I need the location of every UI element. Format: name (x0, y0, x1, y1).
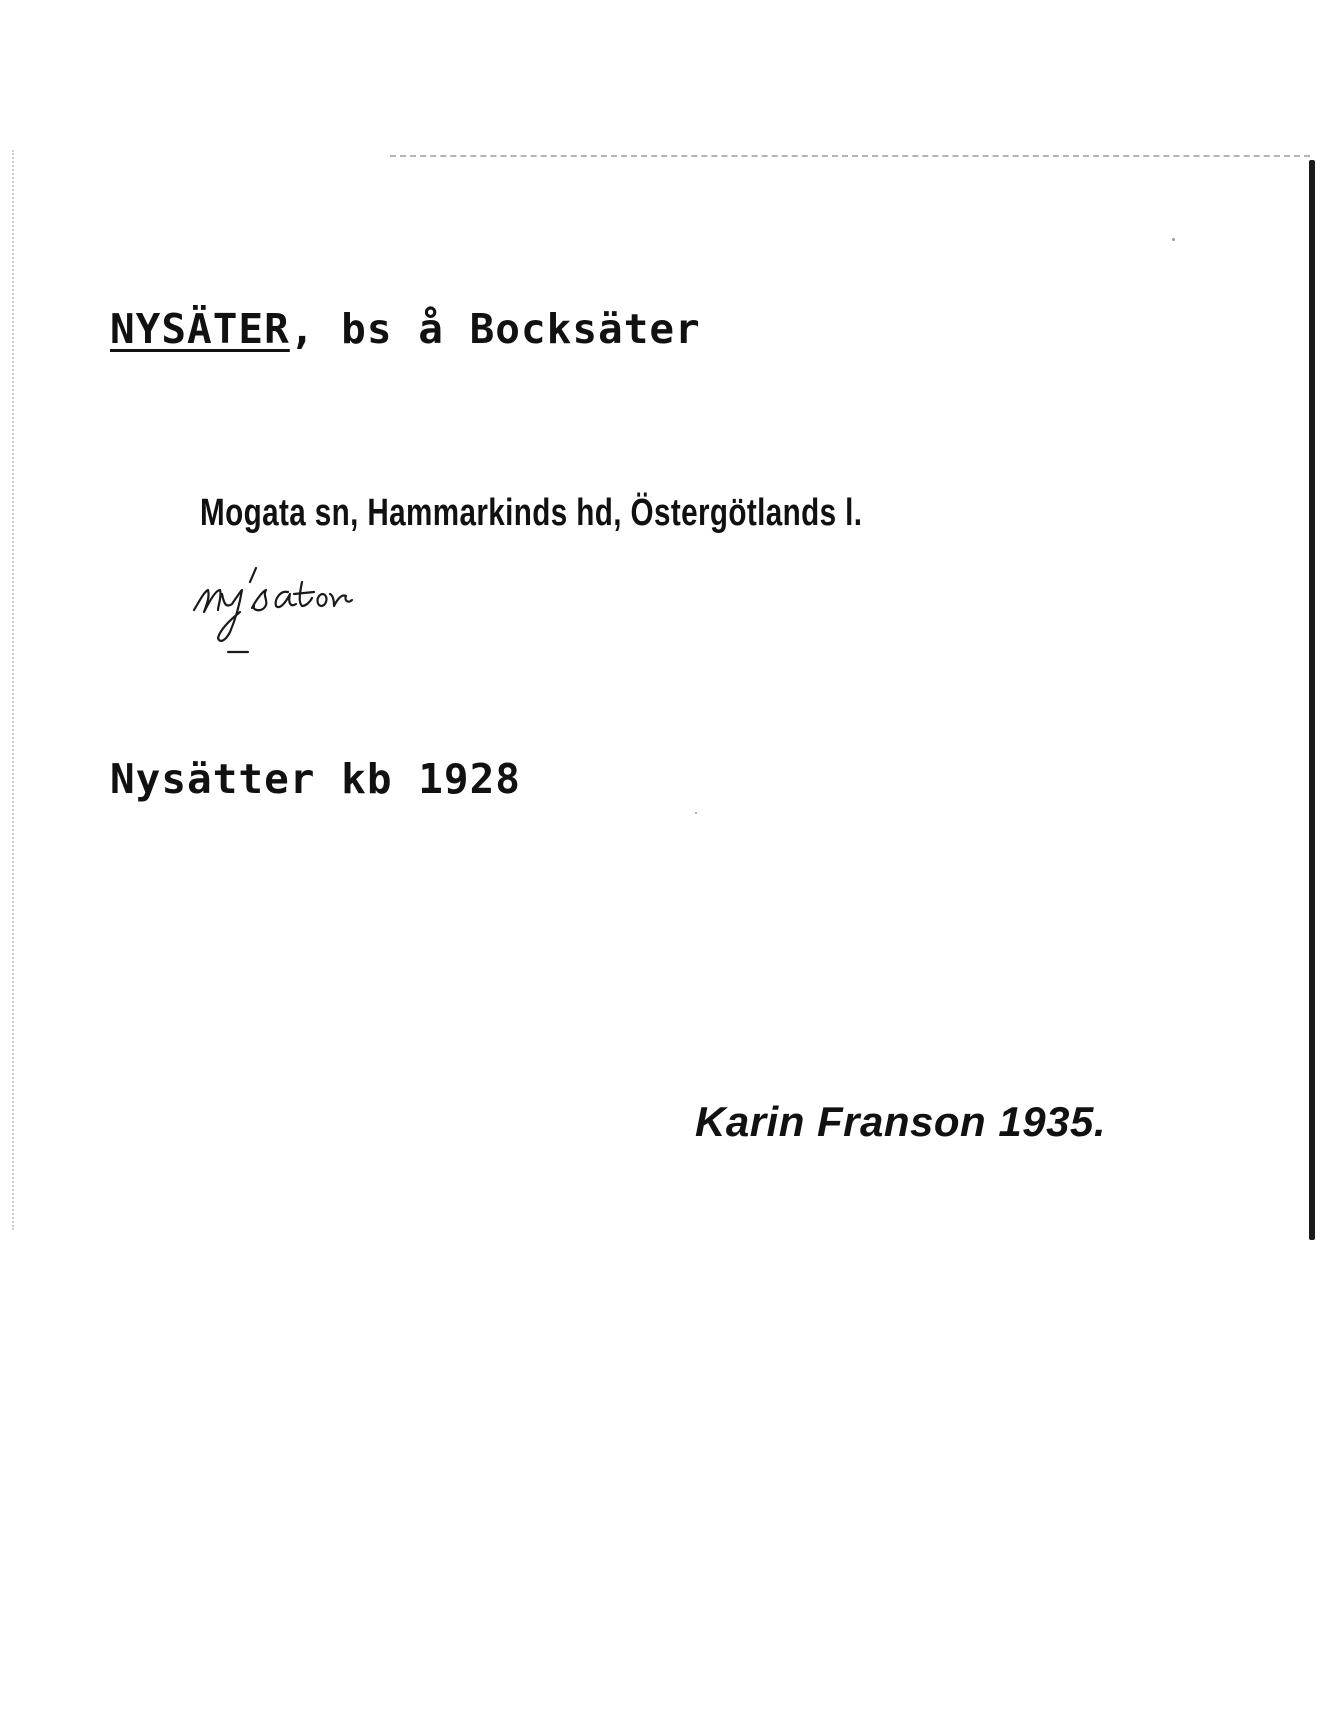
headword: NYSÄTER (110, 305, 290, 353)
card-right-edge (1309, 160, 1315, 1240)
ink-speck (1172, 238, 1175, 241)
card-top-edge (390, 155, 1310, 157)
source-line: Nysätter kb 1928 (110, 755, 521, 803)
card-heading (110, 305, 701, 353)
handwritten-note (190, 560, 440, 660)
card-left-edge (12, 150, 14, 1230)
signature-line: Karin Franson 1935. (695, 1098, 1106, 1145)
ink-speck (695, 812, 697, 814)
heading-rest: , bs å Bocksäter (289, 305, 701, 353)
location-line: Mogata sn, Hammarkinds hd, Östergötlands l. (200, 492, 863, 534)
